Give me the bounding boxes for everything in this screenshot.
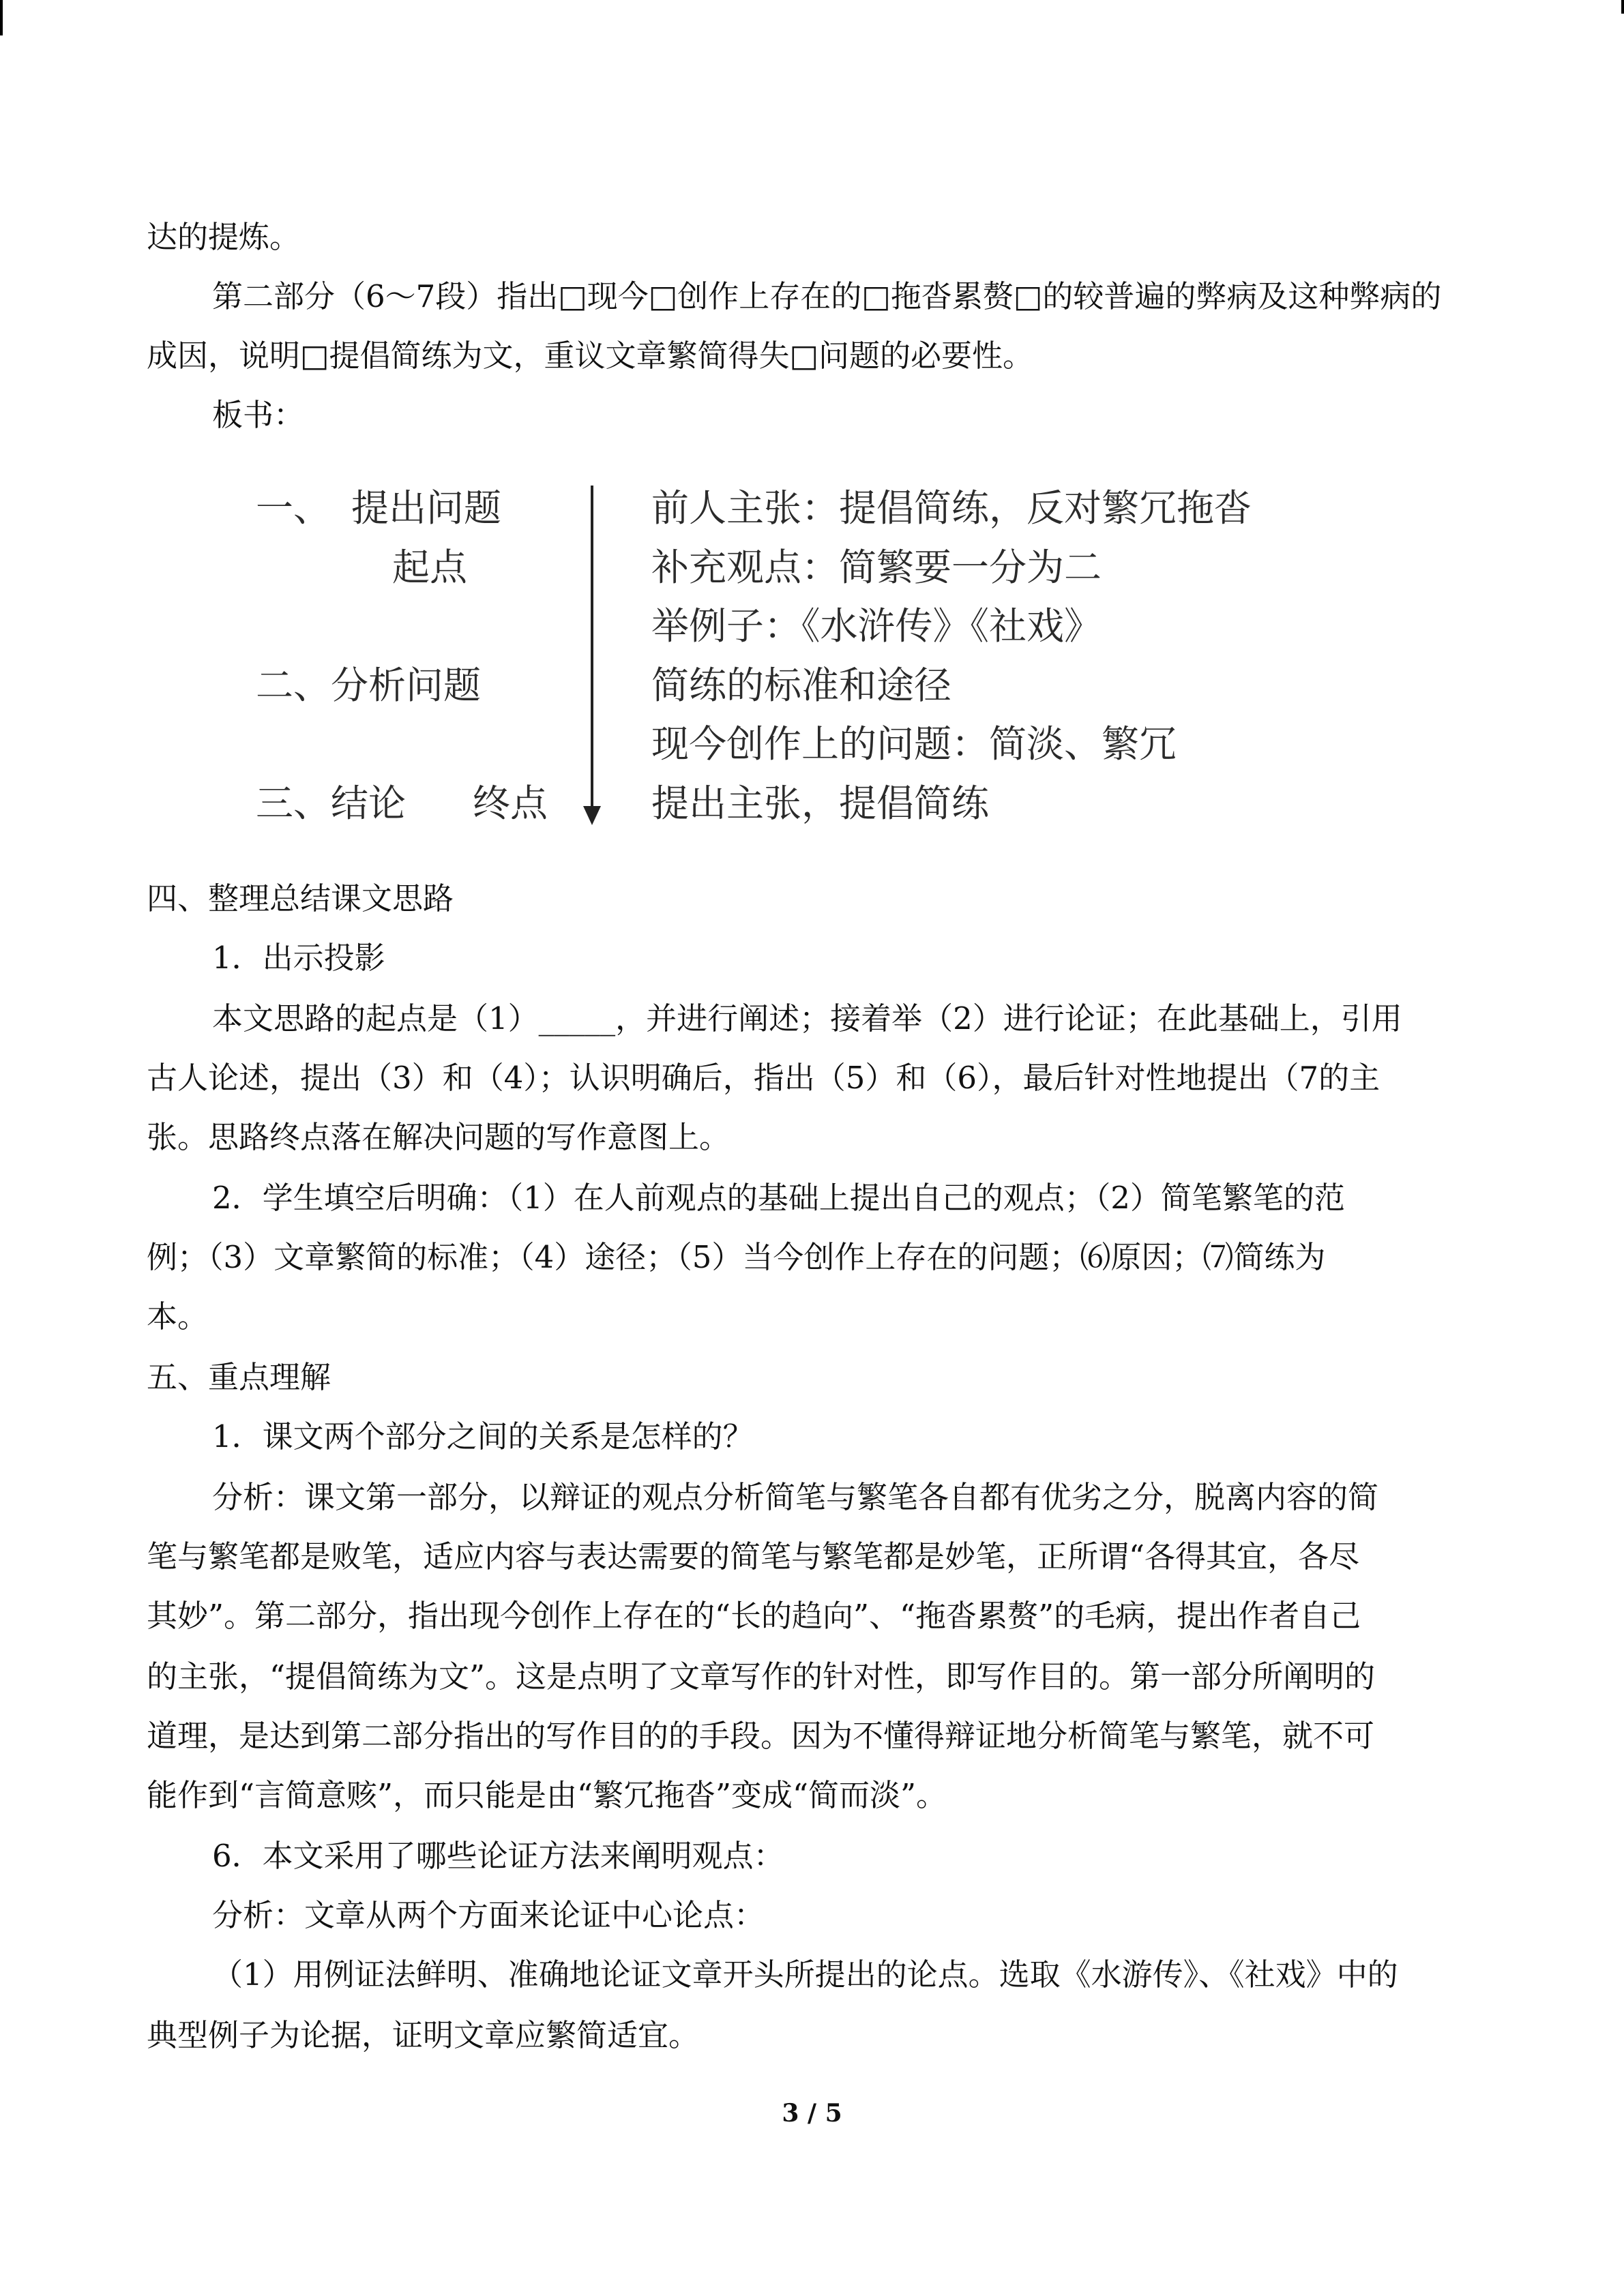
board-section-three: 三、结论	[256, 781, 407, 825]
board-section-two: 二、分析问题	[256, 664, 482, 707]
board-section-one-number: 一、	[256, 486, 331, 530]
board-flow-axis	[591, 486, 593, 813]
board-end-label: 终点	[473, 781, 548, 825]
board-point: 简练的标准和途径	[651, 664, 952, 707]
board-start-label: 起点	[392, 546, 468, 589]
page-corner-mark-left	[0, 0, 3, 35]
board-point: 前人主张：提倡简练，反对繁冗拖沓	[651, 486, 1252, 530]
board-section-one-title: 提出问题	[351, 486, 502, 530]
page-corner-mark-right	[1621, 0, 1624, 14]
page-number: 3 / 5	[782, 2099, 842, 2128]
board-point: 提出主张，提倡简练	[651, 781, 990, 825]
board-down-arrow-icon	[583, 806, 601, 825]
board-point: 现今创作上的问题：简淡、繁冗	[651, 722, 1177, 766]
board-point: 补充观点：简繁要一分为二	[651, 546, 1102, 589]
board-point: 举例子：《水浒传》《社戏》	[651, 604, 1102, 648]
